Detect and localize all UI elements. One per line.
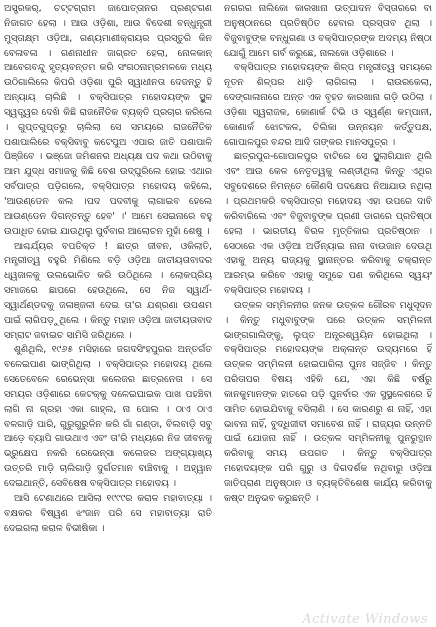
paragraph: ଶୁଣିଥିଲି, ୧୯୬୫ ମସିହାରେ ଜଗଦସିଂହପୁରର ଅନ୍ତର୍ଗତ ବଳେଇପାଣ ଭାଙ୍ଗିଥିଲା । ବକ୍ସିପାତ୍ର ମହୋଦୟ ଥିଲେ ସେତେବେଳେ ରେଭେନ୍ସା କଲେଜର ଛାତ୍ରନେତା । ସେ ସମୟର ଓଡ଼ିଶାରେ କେଟକ୍କୁ ଦଳେଇଘାଇକ ପାଖ ପହଞ୍ଚିବା ଲାଗି ନା ଗ୍ରହା ଏକା ଗାହ୍ଲ, ନା ପୋଲ । ଠାଏ ଠାଏ ବଳଗାଡ଼ି ପାରି, ଗୁରୁଗୁରୁଳିନ କରି ଗାଁ ଗଣ୍ଡା, ବିଲବାଡ଼ି ସବୁ ଆଡ଼େ ବ୍ୟାପି ଗାଉଥାଏ ଏବଂ ତା'ରି ମଧ୍ୟରେ ନିଜ ଜୀବନକୁ ଭ୍ରୁକ୍ଷେପ ନକରି ରେଭେନ୍ସା କଲେଜର ଅଙ୍ଗ୍ୟାଖ୍ୟ ଉତ୍ତରି ମାଡ଼ି ଚାଲିଗାଡ଼ି ଦୁର୍ଗତମାନ ବାଞ୍ଚିବାକୁ । ଅହ୍ୱାନ ଦେଇଥାନ୍ତି, ସେବିଷେଷ ବକ୍ସିପାତ୍ର ମହୋଦୟ । xyxy=(4,344,212,489)
article-columns xyxy=(4,2,432,625)
paragraph: ଆଶ୍ଚର୍ଯ୍ୟର ବପତିକ୍ତ ! ଛାତ୍ର ଜୀବନ, ଓକିଲାତି, ମନ୍ତ୍ରୀତ୍ୱ ବହୁରି ମିଶିଲେ ବଡ଼ି ଓଡ଼ିଆ ଜାତୀୟତାବାଦର ଧ୍ୱଜାଳକୁ ଉଲଭୋଳିତ କରି ଉଠିଥିଲେ । ଲୋକପ୍ରିୟ ସମାଜରେ ଛାପରେ ହେଉଥିଲେ, ସେ ନିଜ ସ୍ୱାର୍ଥ- ସ୍ୱାର୍ଥଣ୍ଡଦକୁ ଜଳାଞ୍ଜଳୀ ଦେଇ ତା'ର ଯଶ୍ରଣା ଉପଶମ ପାଇଁ ଲାଗିପଡ଼ୁଥିଲେ । କିନ୍ତୁ ମହାନ ଓଡ଼ିଆ ଜାତୀୟତାବାଦ ସମ୍ରାଟ ଜବାଇଚ ସାମିସି ଜରିଥିଲେ । xyxy=(4,240,212,341)
watermark: Activate Windows xyxy=(302,612,428,627)
right-column xyxy=(224,2,432,625)
paragraph: ଅସ୍ତ୍ରକର୍, ଚଟ୍ଟଗ୍ରାମ ଜାପୋତ୍ତାନର ପ୍ରଣ୍ଟଗଣ ନିଜାଗତ ହେଲା । ଆଉ ଓଡ଼ିଶା, ଆଉ ବିଦେଶୀ ବନ୍ଧୁନ୍ତ୍ରୀ ମୁସ୍ତାକ୍ଷ୍ମ ଓଡ଼ିଆ, ଗଣ୍ୟମାଣୀକ୍ରାୟର ପ୍ରସ୍ତୁରି କିନ ବେଳାବଳା । ଗଣନାଧୀନ ଜାଗ୍ରତ ହେଲା, ନୋଳକାନ୍ ଆବେଗବନ୍ଦୁ ହୃତ୍ୟବନ୍ତମ କରି ସଂଗଠନାମ୍ରମଳକେ ମଧ୍ୟ ଉଠିଗାଲିଲେ କିପରି ଓଡ଼ିଶା ପୁରି ସ୍ୱାଧୀନତା ଦେଜନ୍ତୁ ହି ଅନ୍ୟାୟ ଚାଲିଛି । ବକ୍ସିପାତ୍ର ମହୋଦୟଙ୍କ ସ୍ଥୁଳ ସ୍ୱତ୍ତ୍ୱର ଦେଖି କିଛି ରାଜନୈତିକ ବ୍ୟକ୍ତି ପ୍ରଚାର କରିଲେ । ଗୁପ୍ତଗୁପ୍ତରୁ ଚାଲିଲା ସେ ସମୟରେ ରାଜନୈତିକ ପଶାପାଲିରେ ବକ୍ସିବାବୁ କଟେପୁଅ ଏପାର ଜାତି ପଶାପାଳି ପିଞ୍ଜିବେ । ଭଞ୍ଜୋ ଜମିଶନର ଅଧ୍ୟକ୍ଷ ପଦ କଥା ଉଠିବାକୁ ଆମ ଯୁଦ୍ଧ ସମାଜକୁ କିଛି ବେଶ ଉଦ୍‌ଘୁରିଲେ ହୋଇ ଏଥାର ସର୍ବପାତ୍ର ପଡ଼ିଗଲେ, ବକ୍ସିପାତ୍ର ମହୋଦୟ କହିଲେ, 'ଆଉଣ୍ଡେନ କଲ ।ପଦ ପଦବୀକୁ ଲାଗାଇବ ହେଲେ ଆଉଣ୍ଡେନ ଦିଗନ୍ତନ୍ତୁ ହେବ' ।' ଆମେ ସେଇନାରେ ବହୁ ଉପାଧିତ ହୋଇ ଯାଉଥିଲୁ ପୁର୍ବବାର ଆଲୋଚନ ମୁହାଁ ଶେଷୁ । xyxy=(4,3,212,237)
paragraph: ଉତ୍କଳ ସମ୍ମିଳନୀର ଜନକ ଉତ୍କଳ ଗୌରବ ମଧୁସୂଦନ । କିନ୍ତୁ ମଧୁବାବୁଙ୍କ ପରେ ଉତ୍କଳ ସମ୍ମିଳନୀ ଭାଙ୍ଗଗାଲିଙ୍କୁ, ଲୁପ୍ତ ଅନ୍ତ୍ରଶ୍ୱୟିନ ହୋଇଥିଲା । ବକ୍ସିପାତ୍ର ମହୋଦୟଙ୍କ ଅକ୍ଳାନ୍ତ ଉଦ୍ୟମରେ ହିଁ ଉତ୍କଳ ସମ୍ମିଳନୀ ହୋଇପାରିଲା ପୁନଃ ସଜ୍ଜିବ । କିନ୍ତୁ ପରିତାପର ବିଷୟ ଏହିକି ଯେ, ଏହା କିଛି ବର୍ଷରୁ କାନକୁମାନଙ୍କ ହାତରେ ପଡ଼ି ପୁନର୍ବାର ଏକ ସୁସ୍ଥଳେଶରେ ହିଁ ସାମିତ ହୋଇଯିବାକୁ ବସିଲାଣି । ସେ କାରଣରୁ ଶ ନାହିଁ, ଏହା ଭାବନା ନାହିଁ, ବୁଦ୍ଧିଜୀବୀ ସମାବେଶ ନାହିଁ । ରାଜ୍ୟର ଉନ୍ନତି ପାଇଁ ଯୋଜନା ନାହିଁ । ଉତ୍କଳ ସମ୍ମିଳନୀକୁ ପୁନରୁତ୍ଥାନ କରିବାକୁ ସମୟ ଉପଗତ । କିନ୍ତୁ ବକ୍ସିପାତ୍ର ମହୋଦୟଙ୍କ ପରି ଗୁରୁ ଓ ଦିଗଦର୍ଶକ ନଥିବାରୁ ଓଡ଼ିଆ ଜାତିପ୍ରାଣ ଅନୁଷ୍ଠାନ ଓ ବ୍ୟକ୍ତିବିଶେଷ କାର୍ଯ୍ୟ କରିବାକୁ କଷ୍ଟ ଅନୁଭବ କରୁଛନ୍ତି । xyxy=(224,299,432,504)
left-column xyxy=(4,2,212,625)
paragraph: ବକ୍ସିପାତ୍ର ମହୋଦୟଙ୍କ ଶିଳ୍ପ ମନ୍ତ୍ରୀତ୍ୱ ସମୟରେ ନୂତନ ଶିଳ୍ପର ଧାଡ଼ି ଲାଗିଗଲା । ରାଉରକେଲା, ଦେଙ୍ଗାଳାନାରେ ଅନ୍ତ ଏକ ବୃହତ କାରଖାନା ଗଡ଼ି ଉଠିଲା । ଓଡ଼ିଶା ସ୍ୱରାଜକ, କୋଣାର୍କ ଟିଭି ଓ ସ୍ୱର୍ଣ୍ଣ କମ୍ପାନୀ, କୋଣାର୍କ ଝୋଟକଳ, ଚିଲିକା ଉନ୍ନୟନ କର୍ତ୍ତୁପକ୍ଷ, ଗୋପାଳପୁର ବନ୍ଦର ଆଦି ତାଙ୍କର ମାନସପୁତ୍ର । xyxy=(224,62,432,148)
paragraph: ନଗରର ନାଲିକୋ କାରଖାନା ଉତ୍ପାଦନ ବିସ୍ତାରରେ ବା ଅନୁଷ୍ଠାନରେ ପ୍ରତିଷ୍ଠିତ ହେବାର ପ୍ରସ୍ତାବ ଥିଲା । ବିଜୁବାବୁଙ୍କ ବନ୍ଧୁଗଣା ଓ ବକ୍ସିପାତ୍ରଙ୍କ ଅଦମ୍ୟ ନିଷ୍ଠା ଯୋଗୁଁ ଆମେ ଗର୍ବ କରୁଛେ, ନାଲକୋ ଓଡ଼ିଶାରେ । xyxy=(224,3,432,59)
paragraph: ଆସି ଟେଣାଥରେ ଆସିଲା ୧୯୯୯ର କରାଳ ମହାବାତ୍ୟା । ବକ୍ଷକର ବିଷ୍ୱଣ ଝଂଜାନ ପରି ସେ ମହାବାତ୍ୟା ରାତି ଦେଇଗଲା କରାଳ ବିଭୀଷିକା । xyxy=(4,492,212,534)
paragraph: ଛାତ୍ରପୁର-ଗୋପାଳପୁର ବାଟିରେ ସେ ସ୍ଥୁଲାଗିଯାନ ଥିଲି ଏବଂ ଆଉ କେଳ ନେତୃତ୍ୱକୁ ଲଣ୍ଡୀଥିଲା କିନ୍ତୁ ଏଥିର ସବୁଦେଶରେ ନିମନ୍ତେ କୌଣସି ପଦକ୍ଷେପ ନିଆଯାଉ ନଥିଲା । ପ୍ରଥମକରି ବକ୍ସିପାତ୍ର ମହୋଦୟ ଏହା ଉପରେ ଦାବି କରିବାରିଲେ ଏବଂ ବିଜୁବାବୁଙ୍କ ପ୍ରଣୀ ଡାଗରେ ପ୍ରତିଷ୍ଠା ହେଲା । ଭାରତୀୟ ବିରଳ ମୃତ୍ତିକାର ପ୍ରତିଷ୍ଠାନ । ସେଠାରେ ଏକ ଓଡ଼ିଆ ଅର୍ଡିନ୍ୟାଇ ନାନା ବାଉଜାନ ଦେଉଥି ଏହାକୁ ଅନ୍ୟ ରାଜ୍ୟକୁ ସ୍ଥାନାନ୍ତର କରିବାକୁ ଚକ୍ରାନ୍ତ ଆରମ୍ଭ କରିବେ ଏହାକୁ ସମୁଚ୍ଚେ ପଣ କରିଥିଲେ ସ୍ୱୟଂ ବକ୍ସିପାତ୍ର ମହୋଦୟ । xyxy=(224,151,432,297)
